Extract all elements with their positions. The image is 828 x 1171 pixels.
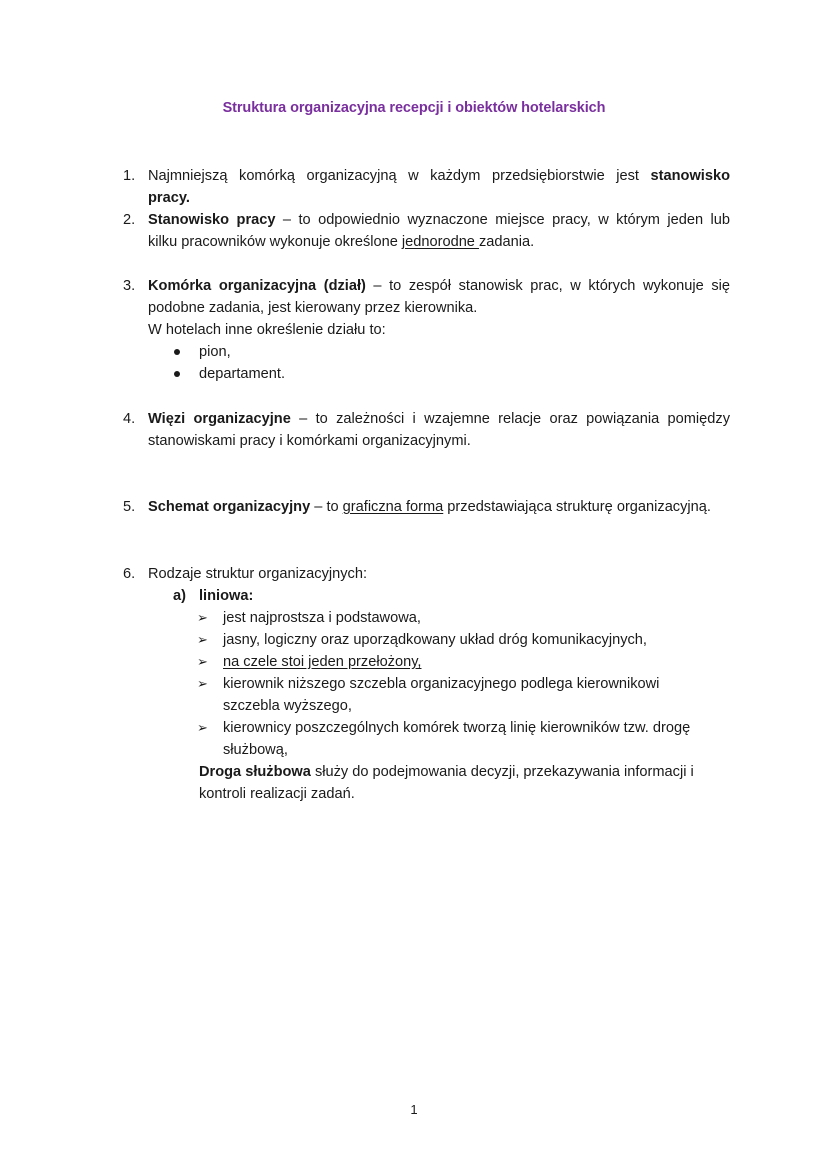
bold-term: Schemat organizacyjny [148, 499, 311, 515]
item-6-line-1: Rodzaje struktur organizacyjnych: [148, 566, 368, 582]
item-number: 6. [123, 566, 136, 582]
page-number: 1 [410, 1102, 418, 1117]
arrow-item-continuation: szczebla wyższego, [223, 698, 352, 714]
item-text: zadania. [478, 234, 535, 250]
arrow-bullet-icon: ➢ [197, 676, 208, 691]
arrow-bullet-icon: ➢ [197, 632, 208, 647]
bullet-icon [174, 349, 180, 355]
item-number: 5. [123, 499, 136, 515]
bullet-item: departament. [199, 366, 285, 382]
bold-term: Komórka organizacyjna (dział) [148, 278, 366, 294]
arrow-bullet-icon: ➢ [197, 654, 208, 669]
item-3-line-1 [148, 275, 730, 297]
arrow-item: jasny, logiczny oraz uporządkowany układ dróg komunikacyjnych, [223, 632, 647, 648]
note-line-2: kontroli realizacji zadań. [199, 786, 355, 802]
item-5-line-1 [148, 496, 711, 518]
item-text: Najmniejszą komórką organizacyjną w każdym przedsiębiorstwie jest [148, 168, 639, 184]
document-title: Struktura organizacyjna recepcji i obiektów hotelarskich [222, 100, 606, 116]
item-1-line-1 [148, 165, 730, 187]
arrow-item: jest najprostsza i podstawowa, [223, 610, 421, 626]
item-text: przedstawiająca strukturę organizacyjną. [443, 499, 711, 515]
note-line-1 [199, 761, 694, 783]
arrow-bullet-icon: ➢ [197, 720, 208, 735]
arrow-item: kierownik niższego szczebla organizacyjnego podlega kierownikowi [223, 676, 660, 692]
item-text: – to [310, 499, 343, 515]
item-2-line-1 [148, 209, 730, 231]
item-1-line-2: pracy. [148, 190, 190, 206]
underlined-text: jednorodne [401, 234, 479, 250]
item-text: – to zespół stanowisk prac, w których wykonuje się [365, 278, 730, 294]
bold-term: Stanowisko pracy [148, 212, 276, 228]
bold-term: Droga służbowa [199, 764, 311, 780]
item-number: 2. [123, 212, 136, 228]
bullet-icon [174, 371, 180, 377]
arrow-bullet-icon: ➢ [197, 610, 208, 625]
arrow-item: kierownicy poszczególnych komórek tworzą linię kierowników tzw. drogę [223, 720, 691, 736]
arrow-item-underlined: na czele stoi jeden przełożony, [223, 654, 422, 670]
item-text: służy do podejmowania decyzji, przekazywania informacji i [310, 764, 694, 780]
sub-item-title: liniowa: [199, 588, 254, 604]
bold-term: Więzi organizacyjne [148, 411, 291, 427]
item-number: 3. [123, 278, 136, 294]
item-3-line-2: podobne zadania, jest kierowany przez kierownika. [148, 300, 478, 316]
item-number: 1. [123, 168, 136, 184]
item-2-line-2 [148, 231, 534, 253]
underlined-text: graficzna forma [342, 499, 444, 515]
item-text: kilku pracowników wykonuje określone [148, 234, 402, 250]
item-4-line-1 [148, 408, 730, 430]
bold-term: stanowisko [650, 168, 731, 184]
item-text: – to zależności i wzajemne relacje oraz powiązania pomiędzy [290, 411, 730, 427]
bullet-item: pion, [199, 344, 231, 360]
item-text: – to odpowiednio wyznaczone miejsce pracy, w którym jeden lub [275, 212, 731, 228]
item-3-line-3: W hotelach inne określenie działu to: [148, 322, 386, 338]
item-4-line-2: stanowiskami pracy i komórkami organizacyjnymi. [148, 433, 471, 449]
arrow-item-continuation: służbową, [223, 742, 288, 758]
sub-item-label: a) [173, 588, 186, 604]
item-number: 4. [123, 411, 136, 427]
